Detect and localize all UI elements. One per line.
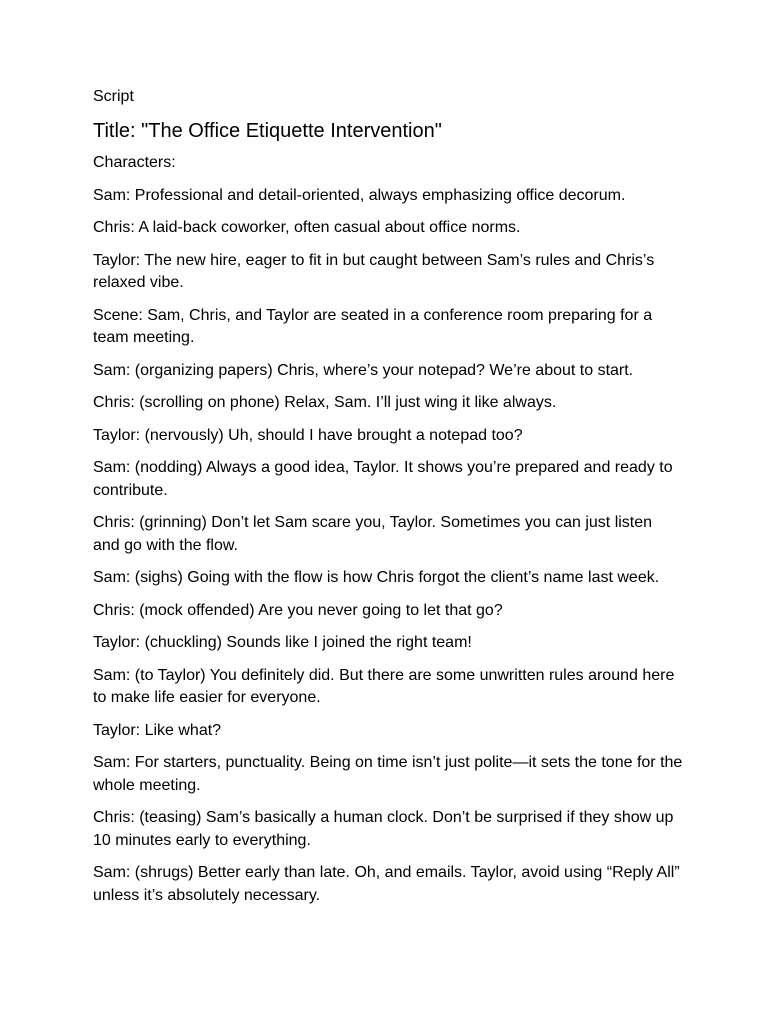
document-label: Script	[93, 88, 134, 105]
paragraph-character-sam: Sam: Professional and detail-oriented, always emphasizing office decorum.	[93, 186, 626, 204]
document-title: Title: "The Office Etiquette Intervention"	[93, 120, 442, 142]
paragraph-character-taylor: Taylor: The new hire, eager to fit in but caught between Sam’s rules and Chris’s relaxed vibe.	[93, 251, 655, 291]
document-body	[93, 86, 683, 917]
dialogue-line: Chris: (grinning) Don’t let Sam scare you, Taylor. Sometimes you can just listen and go with the flow.	[93, 514, 653, 554]
dialogue-line: Chris: (scrolling on phone) Relax, Sam. I’ll just wing it like always.	[93, 394, 557, 411]
dialogue-line: Sam: (nodding) Always a good idea, Taylor. It shows you’re prepared and ready to contribute.	[93, 459, 673, 499]
dialogue-line: Taylor: (nervously) Uh, should I have brought a notepad too?	[93, 426, 523, 444]
dialogue-line: Chris: (mock offended) Are you never going to let that go?	[93, 601, 503, 619]
dialogue-line: Sam: (to Taylor) You definitely did. But there are some unwritten rules around here to make life easier for everyone.	[93, 666, 675, 706]
paragraph-character-chris: Chris: A laid-back coworker, often casual about office norms.	[93, 219, 521, 236]
dialogue-line: Taylor: Like what?	[93, 721, 222, 739]
paragraph-scene: Scene: Sam, Chris, and Taylor are seated in a conference room preparing for a team meeting.	[93, 306, 653, 346]
dialogue-line: Sam: (shrugs) Better early than late. Oh, and emails. Taylor, avoid using “Reply All” unless it’s absolutely necessary.	[93, 864, 680, 904]
paragraph-characters-heading: Characters:	[93, 154, 176, 171]
dialogue-line: Taylor: (chuckling) Sounds like I joined the right team!	[93, 634, 472, 651]
dialogue-line: Sam: (organizing papers) Chris, where’s your notepad? We’re about to start.	[93, 361, 634, 379]
dialogue-line: Sam: For starters, punctuality. Being on time isn’t just polite—it sets the tone for the whole meeting.	[93, 754, 683, 794]
dialogue-line: Chris: (teasing) Sam’s basically a human clock. Don’t be surprised if they show up 10 minutes early to everything.	[93, 809, 674, 849]
dialogue-line: Sam: (sighs) Going with the flow is how Chris forgot the client’s name last week.	[93, 569, 660, 586]
